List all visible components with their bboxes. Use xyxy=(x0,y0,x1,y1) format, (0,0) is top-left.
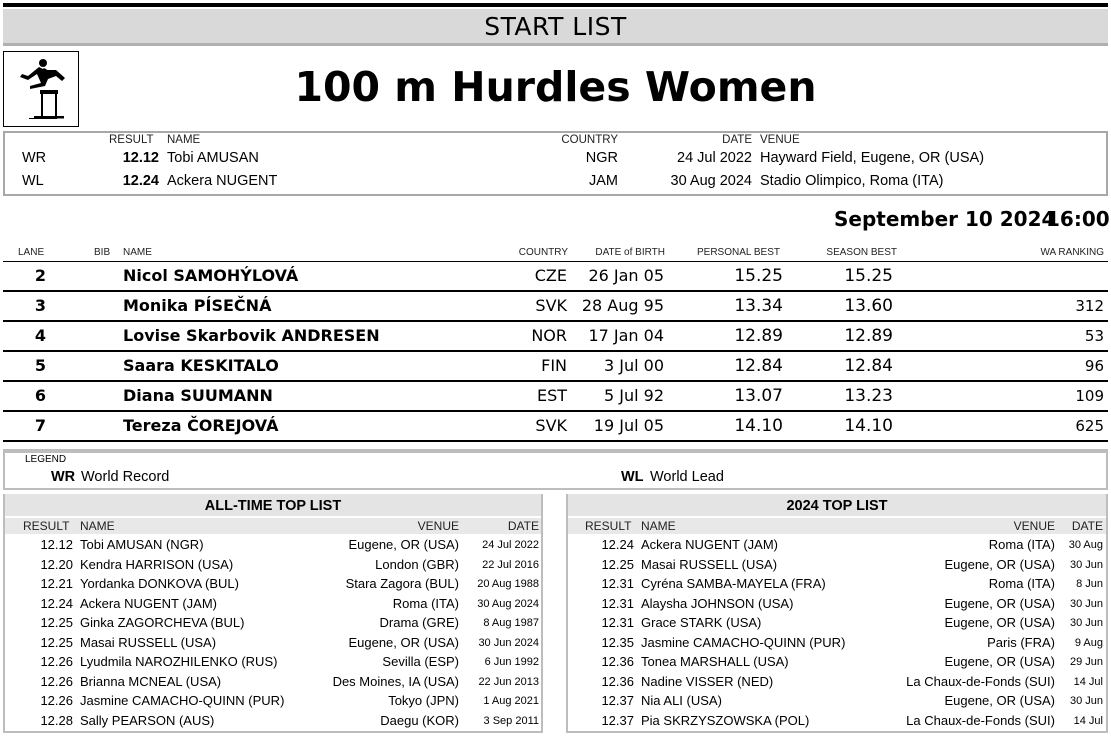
record-date: 30 Aug 2024 xyxy=(670,173,752,189)
athlete-ranking: 312 xyxy=(1075,297,1104,315)
alltime-row xyxy=(5,692,541,712)
season-date-header: DATE xyxy=(1071,519,1103,533)
alltime-name: Tobi AMUSAN (NGR) xyxy=(80,537,204,552)
season-venue-header: VENUE xyxy=(1013,519,1055,533)
athlete-dob: 3 Jul 00 xyxy=(603,356,664,375)
alltime-venue: Eugene, OR (USA) xyxy=(348,537,459,552)
season-date: 30 Jun xyxy=(1069,617,1103,629)
season-header-row xyxy=(568,518,1106,534)
lane-number: 4 xyxy=(34,326,47,345)
alltime-date-header: DATE xyxy=(507,519,539,533)
season-venue: Eugene, OR (USA) xyxy=(944,615,1055,630)
athlete-sb: 12.84 xyxy=(844,356,893,376)
season-name: Masai RUSSELL (USA) xyxy=(641,556,778,572)
alltime-date: 22 Jul 2016 xyxy=(482,558,539,571)
records-country-header: COUNTRY xyxy=(561,134,618,146)
athlete-row xyxy=(3,262,1108,292)
record-venue: Hayward Field, Eugene, OR (USA) xyxy=(760,150,985,166)
lane-number: 5 xyxy=(34,356,47,375)
alltime-venue: Des Moines, IA (USA) xyxy=(332,673,459,689)
record-result: 12.12 xyxy=(122,150,159,166)
alltime-header-row xyxy=(5,518,541,534)
athlete-name: Nicol SAMOHÝLOVÁ xyxy=(123,266,299,285)
alltime-result: 12.20 xyxy=(40,556,73,572)
athlete-dob: 28 Aug 95 xyxy=(581,296,664,315)
season-date: 30 Jun xyxy=(1069,597,1103,610)
athlete-name: Saara KESKITALO xyxy=(123,356,279,375)
season-name: Tonea MARSHALL (USA) xyxy=(641,654,789,669)
athlete-sb: 13.60 xyxy=(844,296,893,316)
name-header: NAME xyxy=(123,247,152,258)
season-row xyxy=(568,556,1106,576)
alltime-name: Ackera NUGENT (JAM) xyxy=(80,595,217,611)
season-name: Alaysha JOHNSON (USA) xyxy=(641,595,794,611)
record-venue: Stadio Olimpico, Roma (ITA) xyxy=(760,173,944,189)
athlete-row xyxy=(3,322,1108,352)
record-country: NGR xyxy=(585,150,618,166)
athlete-dob: 5 Jul 92 xyxy=(603,386,664,405)
athlete-pb: 13.07 xyxy=(734,386,783,406)
lane-number: 2 xyxy=(34,266,47,285)
athlete-pb: 15.25 xyxy=(734,266,783,286)
athlete-name: Diana SUUMANN xyxy=(123,386,273,405)
alltime-name: Jasmine CAMACHO-QUINN (PUR) xyxy=(80,693,285,708)
pb-header: PERSONAL BEST xyxy=(697,247,780,258)
alltime-title: ALL-TIME TOP LIST xyxy=(5,494,541,516)
season-date: 30 Aug xyxy=(1068,539,1103,551)
lane-number: 3 xyxy=(34,296,47,315)
season-title: 2024 TOP LIST xyxy=(568,494,1106,516)
season-venue: Paris (FRA) xyxy=(987,634,1055,650)
start-list-header xyxy=(3,9,1108,43)
athlete-row xyxy=(3,412,1108,442)
season-row xyxy=(568,692,1106,712)
alltime-name: Yordanka DONKOVA (BUL) xyxy=(80,576,239,591)
record-type: WL xyxy=(22,173,44,189)
alltime-name: Brianna MCNEAL (USA) xyxy=(80,673,222,689)
lane-header: LANE xyxy=(18,247,45,258)
athlete-pb: 12.84 xyxy=(734,356,783,376)
athlete-sb: 15.25 xyxy=(844,266,893,286)
alltime-result: 12.12 xyxy=(40,537,73,552)
season-date: 30 Jun xyxy=(1069,695,1103,707)
alltime-result: 12.26 xyxy=(40,693,73,708)
alltime-name: Sally PEARSON (AUS) xyxy=(80,712,215,728)
season-venue: La Chaux-de-Fonds (SUI) xyxy=(906,712,1055,728)
alltime-row xyxy=(5,634,541,654)
season-venue: La Chaux-de-Fonds (SUI) xyxy=(906,673,1055,689)
season-date: 14 Jul xyxy=(1073,675,1103,688)
record-country: JAM xyxy=(589,173,618,189)
season-venue: Roma (ITA) xyxy=(988,537,1055,552)
alltime-row xyxy=(5,653,541,673)
alltime-row xyxy=(5,575,541,595)
header-divider xyxy=(3,43,1108,46)
athlete-dob: 19 Jul 05 xyxy=(593,416,664,435)
alltime-date: 30 Jun 2024 xyxy=(478,636,539,649)
season-result: 12.31 xyxy=(601,576,634,591)
season-venue: Eugene, OR (USA) xyxy=(944,693,1055,708)
athlete-name: Lovise Skarbovik ANDRESEN xyxy=(123,326,380,345)
legend-text: World Lead xyxy=(650,469,724,485)
athlete-name: Tereza ČOREJOVÁ xyxy=(123,416,279,435)
season-name: Ackera NUGENT (JAM) xyxy=(641,537,778,552)
season-name: Jasmine CAMACHO-QUINN (PUR) xyxy=(641,634,846,650)
athlete-country: SVK xyxy=(535,296,567,315)
athlete-sb: 13.23 xyxy=(844,386,893,406)
season-name: Nia ALI (USA) xyxy=(641,693,722,708)
legend-code: WR xyxy=(51,469,76,485)
athlete-ranking: 625 xyxy=(1075,417,1104,435)
legend-title: LEGEND xyxy=(25,454,67,465)
alltime-row xyxy=(5,712,541,732)
alltime-venue-header: VENUE xyxy=(417,519,459,533)
athlete-name: Monika PÍSEČNÁ xyxy=(123,296,272,315)
season-name: Nadine VISSER (NED) xyxy=(641,673,774,689)
records-venue-header: VENUE xyxy=(760,134,800,146)
rank-header: WA RANKING xyxy=(1040,247,1104,258)
lane-number: 6 xyxy=(34,386,47,405)
season-row xyxy=(568,614,1106,634)
athlete-pb: 14.10 xyxy=(734,416,783,436)
athlete-sb: 14.10 xyxy=(844,416,893,436)
bib-header: BIB xyxy=(94,247,111,258)
season-result: 12.24 xyxy=(601,537,634,552)
athlete-ranking: 109 xyxy=(1075,387,1104,405)
alltime-venue: Roma (ITA) xyxy=(392,595,459,611)
season-result: 12.35 xyxy=(601,634,634,650)
athlete-country: EST xyxy=(536,386,567,405)
records-name-header: NAME xyxy=(167,134,201,146)
season-row xyxy=(568,595,1106,615)
athlete-dob: 17 Jan 04 xyxy=(588,326,664,345)
alltime-date: 6 Jun 1992 xyxy=(484,656,539,668)
record-type: WR xyxy=(22,150,47,166)
record-name: Tobi AMUSAN xyxy=(167,150,259,166)
season-row xyxy=(568,653,1106,673)
country-header: COUNTRY xyxy=(518,247,568,258)
athlete-pb: 13.34 xyxy=(734,296,783,316)
athlete-row xyxy=(3,382,1108,412)
alltime-date: 20 Aug 1988 xyxy=(477,578,539,590)
alltime-row xyxy=(5,614,541,634)
athlete-sb: 12.89 xyxy=(844,326,893,346)
alltime-venue: Daegu (KOR) xyxy=(380,712,459,728)
alltime-row xyxy=(5,536,541,556)
alltime-result: 12.26 xyxy=(40,654,73,669)
alltime-result-header: RESULT xyxy=(23,519,70,533)
athlete-dob: 26 Jan 05 xyxy=(588,266,664,285)
alltime-result: 12.28 xyxy=(40,712,73,728)
season-row xyxy=(568,536,1106,556)
season-result: 12.36 xyxy=(601,673,634,689)
alltime-venue: Drama (GRE) xyxy=(379,615,459,630)
season-top-list xyxy=(566,494,1108,733)
alltime-venue: London (GBR) xyxy=(375,556,459,572)
lane-number: 7 xyxy=(34,416,47,435)
alltime-venue: Tokyo (JPN) xyxy=(388,693,459,708)
alltime-venue: Eugene, OR (USA) xyxy=(348,634,459,650)
season-date: 14 Jul xyxy=(1073,714,1103,727)
records-result-header: RESULT xyxy=(109,134,154,146)
alltime-date: 24 Jul 2022 xyxy=(482,539,539,551)
season-result: 12.36 xyxy=(601,654,634,669)
alltime-result: 12.26 xyxy=(40,673,73,689)
athlete-row xyxy=(3,292,1108,322)
event-date: September 10 2024 xyxy=(834,207,1056,231)
event-time: 16:00 xyxy=(1046,207,1110,231)
season-row xyxy=(568,634,1106,654)
season-date: 8 Jun xyxy=(1076,578,1103,590)
season-venue: Eugene, OR (USA) xyxy=(944,595,1055,611)
season-result: 12.37 xyxy=(601,693,634,708)
alltime-date: 1 Aug 2021 xyxy=(483,695,539,707)
season-result: 12.37 xyxy=(601,712,634,728)
season-result-header: RESULT xyxy=(585,519,632,533)
athlete-country: FIN xyxy=(541,356,567,375)
alltime-result: 12.25 xyxy=(40,615,73,630)
season-venue: Eugene, OR (USA) xyxy=(944,654,1055,669)
alltime-result: 12.25 xyxy=(40,634,73,650)
records-date-header: DATE xyxy=(722,134,752,146)
legend-text: World Record xyxy=(81,469,170,485)
athlete-ranking: 53 xyxy=(1084,327,1104,345)
alltime-name-header: NAME xyxy=(80,519,115,533)
athlete-row xyxy=(3,352,1108,382)
season-name: Pia SKRZYSZOWSKA (POL) xyxy=(641,712,810,728)
alltime-result: 12.21 xyxy=(40,576,73,591)
season-row xyxy=(568,575,1106,595)
athlete-ranking: 96 xyxy=(1084,357,1104,375)
season-name: Grace STARK (USA) xyxy=(641,615,762,630)
season-name-header: NAME xyxy=(641,519,676,533)
records-box xyxy=(3,131,1108,196)
legend-box xyxy=(3,449,1108,490)
event-title: 100 m Hurdles Women xyxy=(294,63,817,111)
season-date: 29 Jun xyxy=(1069,656,1103,668)
athlete-country: SVK xyxy=(535,416,567,435)
season-row xyxy=(568,673,1106,693)
season-venue: Eugene, OR (USA) xyxy=(944,556,1055,572)
alltime-date: 3 Sep 2011 xyxy=(483,714,539,727)
top-rule xyxy=(3,3,1108,7)
season-result: 12.25 xyxy=(601,556,634,572)
season-venue: Roma (ITA) xyxy=(988,576,1055,591)
athlete-country: NOR xyxy=(531,326,567,345)
alltime-name: Lyudmila NAROZHILENKO (RUS) xyxy=(80,654,278,669)
season-name: Cyréna SAMBA-MAYELA (FRA) xyxy=(641,576,826,591)
alltime-name: Masai RUSSELL (USA) xyxy=(80,634,217,650)
alltime-name: Kendra HARRISON (USA) xyxy=(80,556,234,572)
alltime-date: 8 Aug 1987 xyxy=(483,617,539,629)
alltime-top-list xyxy=(3,494,543,733)
season-result: 12.31 xyxy=(601,595,634,611)
athlete-pb: 12.89 xyxy=(734,326,783,346)
sb-header: SEASON BEST xyxy=(826,247,897,258)
alltime-row xyxy=(5,556,541,576)
alltime-venue: Stara Zagora (BUL) xyxy=(345,576,459,591)
record-result: 12.24 xyxy=(122,173,159,189)
season-date: 30 Jun xyxy=(1069,558,1103,571)
legend-code: WL xyxy=(621,469,644,485)
alltime-date: 30 Aug 2024 xyxy=(477,597,539,610)
alltime-row xyxy=(5,595,541,615)
season-result: 12.31 xyxy=(601,615,634,630)
header-title: START LIST xyxy=(484,12,627,41)
alltime-result: 12.24 xyxy=(40,595,73,611)
record-date: 24 Jul 2022 xyxy=(677,150,752,166)
season-date: 9 Aug xyxy=(1074,636,1103,649)
alltime-date: 22 Jun 2013 xyxy=(478,675,539,688)
season-row xyxy=(568,712,1106,732)
record-name: Ackera NUGENT xyxy=(167,173,278,189)
athlete-country: CZE xyxy=(534,266,567,285)
alltime-name: Ginka ZAGORCHEVA (BUL) xyxy=(80,615,245,630)
alltime-row xyxy=(5,673,541,693)
dob-header: DATE of BIRTH xyxy=(595,247,665,258)
alltime-venue: Sevilla (ESP) xyxy=(382,654,459,669)
